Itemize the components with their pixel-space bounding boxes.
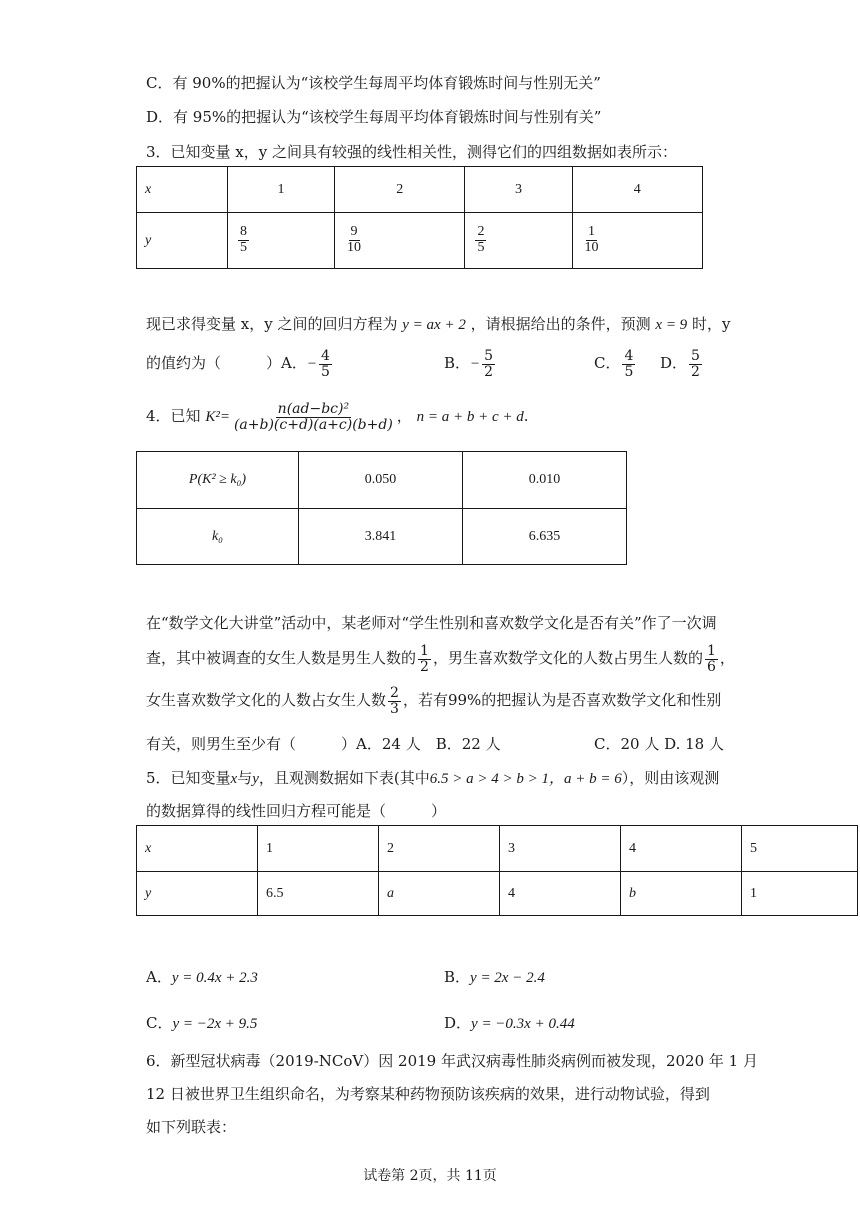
- q5-option-c: C．y = −2x + 9.5: [146, 1014, 258, 1032]
- q3-stem: 3．已知变量 x，y 之间具有较强的线性相关性，测得它们的四组数据如表所示：: [146, 143, 678, 161]
- q5-y-cell: 6.5: [258, 872, 379, 916]
- q4-p-cell: 0.010: [463, 452, 627, 509]
- q3-x-label: x: [137, 167, 228, 213]
- q5-y-cell: a: [379, 872, 500, 916]
- q4-k-cell: 3.841: [299, 509, 463, 565]
- q3-x-cell: 4: [572, 167, 702, 213]
- q4-k-label: k₀: [137, 509, 299, 565]
- q6-paragraph-2: 12 日被世界卫生组织命名，为考察某种药物预防该疾病的效果，进行动物试验，得到: [146, 1085, 710, 1103]
- q5-y-label: y: [137, 872, 258, 916]
- q4-k-cell: 6.635: [463, 509, 627, 565]
- q4-paragraph-3: 女生喜欢数学文化的人数占女生人数 $\frac{2}{3}$ ，若有99%的把握认为是否喜欢数学文化和性别: [146, 685, 722, 717]
- q3-y-cell: $\frac{1}{10}$: [572, 213, 702, 269]
- q4-stem: 4．已知 K²= $\frac{\text{n(ad−bc)²}}{(a+b)(c+d)(a+c)(b+d)}$ ， n = a + b + c + d.: [146, 401, 529, 433]
- q3-y-cell: $\frac{9}{10}$: [335, 213, 465, 269]
- option-d-line: D．有 95%的把握认为“该校学生每周平均体育锻炼时间与性别有关”: [146, 108, 602, 126]
- q4-paragraph-2: 查，其中被调查的女生人数是男生人数的 $\frac{1}{2}$ ，男生喜欢数学文化的人数占男生人数的 $\frac{1}{6}$ ，: [146, 643, 735, 675]
- q5-y-cell: 1: [742, 872, 858, 916]
- q6-paragraph-1: 6．新型冠状病毒（2019-NCoV）因 2019 年武汉病毒性肺炎病例而被发现，2020 年 1 月: [146, 1052, 758, 1070]
- q4-p-label: P(K² ≥ k₀): [137, 452, 299, 509]
- q5-stem: 5．已知变量x与y，且观测数据如下表(其中6.5 > a > 4 > b > 1，a + b = 6），则由该观测: [146, 769, 720, 787]
- q3-x-cell: 1: [228, 167, 335, 213]
- q5-x-cell: 5: [742, 826, 858, 872]
- q4-options-cd: C．20 人 D. 18 人: [594, 735, 724, 753]
- q3-line3: 的值约为（ ）A．− $\frac{4}{5}$: [146, 348, 330, 380]
- q5-x-cell: 3: [500, 826, 621, 872]
- q3-x-cell: 3: [465, 167, 572, 213]
- q3-line2: 现已求得变量 x，y 之间的回归方程为 y = ax + 2 ，请根据给出的条件，预测 x = 9 时，y: [146, 315, 731, 333]
- q5-x-cell: 2: [379, 826, 500, 872]
- q3-y-cell: $\frac{2}{5}$: [465, 213, 572, 269]
- q3-option-b: B．− $\frac{5}{2}$: [444, 348, 494, 380]
- q5-table: [136, 825, 858, 916]
- q5-x-cell: 1: [258, 826, 379, 872]
- q4-table: [136, 451, 627, 565]
- q3-y-label: y: [137, 213, 228, 269]
- q5-y-cell: b: [621, 872, 742, 916]
- q4-p-cell: 0.050: [299, 452, 463, 509]
- q5-stem-2: 的数据算得的线性回归方程可能是（ ）: [146, 802, 447, 820]
- q5-y-cell: 4: [500, 872, 621, 916]
- q5-option-d: D．y = −0.3x + 0.44: [444, 1014, 575, 1032]
- q5-option-b: B．y = 2x − 2.4: [444, 968, 545, 986]
- option-c-line: C．有 90%的把握认为“该校学生每周平均体育锻炼时间与性别无关”: [146, 74, 601, 92]
- q3-option-c: C． $\frac{4}{5}$: [594, 348, 634, 380]
- q5-option-a: A．y = 0.4x + 2.3: [146, 968, 258, 986]
- q3-y-cell: $\frac{8}{5}$: [228, 213, 335, 269]
- q5-x-cell: 4: [621, 826, 742, 872]
- q6-paragraph-3: 如下列联表：: [146, 1118, 237, 1136]
- q5-x-label: x: [137, 826, 258, 872]
- q3-x-cell: 2: [335, 167, 465, 213]
- q3-option-d: D． $\frac{5}{2}$: [660, 348, 700, 380]
- page-footer: 试卷第 2页，共 11页: [363, 1168, 497, 1184]
- q4-paragraph-1: 在“数学文化大讲堂”活动中，某老师对“学生性别和喜欢数学文化是否有关”作了一次调: [146, 614, 717, 632]
- q3-table: [136, 166, 703, 269]
- q4-paragraph-4: 有关，则男生至少有（ ）A．24 人 B．22 人: [146, 735, 501, 753]
